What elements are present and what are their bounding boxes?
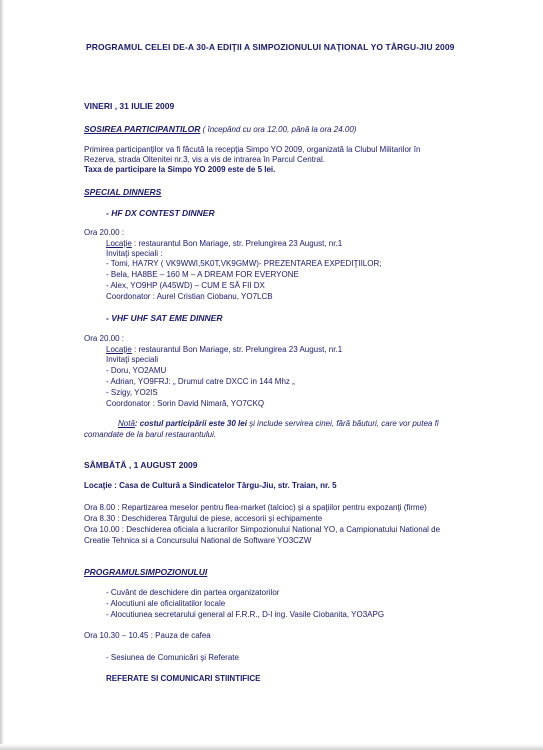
vhf-guest-item: - Szigy, YO2IS [106, 388, 158, 397]
hf-coordinator: Coordonator : Aurel Cristian Ciobanu, YO7LCB [106, 292, 273, 301]
saturday-location: Locaţie : Casa de Cultură a Sindicatelor Târgu-Jiu, str. Traian, nr. 5 [84, 481, 337, 490]
coffee-break: Ora 10.30 – 10.45 : Pauza de cafea [84, 631, 211, 640]
vhf-time: Ora 20.00 : [84, 334, 125, 343]
special-dinners-heading: SPECIAL DINNERS [84, 187, 162, 197]
scan-edge-bottom [0, 744, 543, 750]
papers-heading: REFERATE SI COMUNICARI STIINTIFICE [106, 674, 261, 683]
program-item: - Alocutiuni ale oficialitatilor locale [106, 599, 226, 608]
vhf-coordinator: Coordonator : Sorin David Nimară, YO7CKQ [106, 399, 265, 408]
schedule-item: Ora 8.30 : Deschiderea Târgului de piese, accesorii şi echipamente [84, 514, 323, 523]
arrival-line [84, 124, 356, 135]
program-heading: PROGRAMULSIMPOZIONULUI [84, 567, 208, 577]
hf-location [106, 239, 342, 249]
program-item: - Cuvânt de deschidere din partea organizatorilor [106, 588, 280, 597]
hf-location-text: : restaurantul Bon Mariage, str. Prelungirea 23 August, nr.1 [131, 239, 343, 248]
scan-edge-left [0, 0, 4, 750]
note-cost: : costul participării este 30 lei [134, 419, 247, 428]
saturday-heading: SÂMBĂTĂ , 1 AUGUST 2009 [84, 460, 198, 470]
document-title: PROGRAMUL CELEI DE-A 30-A EDIŢII A SIMPOZIONULUI NAŢIONAL YO TÂRGU-JIU 2009 [86, 42, 455, 52]
vhf-guests-label: Invitaţi speciali [106, 355, 159, 364]
arrival-note: ( începând cu ora 12.00, până la ora 24.00) [202, 125, 357, 134]
hf-guests-label: Invitaţi speciali : [106, 249, 163, 258]
schedule-item: Ora 10.00 : Deschiderea oficiala a lucrarilor Simpozionului National YO, a Campionatului National de [84, 525, 441, 534]
vhf-guest-item: - Adrian, YO9FRJ: „ Drumul catre DXCC in 144 Mhz „ [106, 377, 295, 386]
dinner-note-line-1 [118, 419, 439, 429]
note-label: Notă [118, 419, 135, 428]
dinner-note-line-2: comandate de la barul restaurantului. [84, 430, 217, 439]
friday-heading: VINERI , 31 IULIE 2009 [84, 101, 175, 111]
reception-line-1: Primirea participanţilor va fi făcută la recepţia Simpo YO 2009, organizată la Clubul Militarilor în [84, 145, 421, 154]
hf-dinner-heading: - HF DX CONTEST DINNER [106, 208, 215, 218]
vhf-guest-item: - Doru, YO2AMU [106, 366, 167, 375]
schedule-item: Creatie Tehnica si a Concursului National de Software YO3CZW [84, 536, 312, 545]
hf-guest-item: - Bela, HA8BE – 160 M – A DREAM FOR EVERYONE [106, 270, 299, 279]
hf-guest-item: - Tomi, HA7RY ( VK9WWI,5K0T,VK9GMW)- PREZENTAREA EXPEDIŢIILOR; [106, 259, 382, 268]
hf-time: Ora 20.00 : [84, 228, 125, 237]
session-item: - Sesiunea de Comunicări şi Referate [106, 653, 239, 662]
vhf-location [106, 345, 342, 355]
vhf-location-text: : restaurantul Bon Mariage, str. Prelungirea 23 August, nr.1 [131, 345, 343, 354]
schedule-item: Ora 8.00 : Repartizarea meselor pentru flea-market (talcioc) şi a spaţiilor pentru expozanţi (firme) [84, 503, 427, 512]
program-item: - Alocutiunea secretarului general al F.R.R., D-l ing. Vasile Ciobanita, YO3APG [106, 610, 385, 619]
hf-location-label: Locaţie [106, 239, 132, 248]
arrival-label: SOSIREA PARTICIPANTILOR [84, 124, 201, 134]
reception-line-2: Rezerva, strada Oltenitei nr.3, vis a vis de intrarea în Parcul Central. [84, 155, 325, 164]
hf-guest-item: - Alex, YO9HP (A45WD) – CUM E SĂ FII DX [106, 281, 265, 290]
participation-fee: Taxa de participare la Simpo YO 2009 este de 5 lei. [84, 165, 276, 174]
vhf-location-label: Locaţie [106, 345, 132, 354]
note-rest: şi include servirea cinei, fără băuturi, care vor putea fi [246, 419, 439, 428]
vhf-dinner-heading: - VHF UHF SAT EME DINNER [106, 313, 223, 323]
